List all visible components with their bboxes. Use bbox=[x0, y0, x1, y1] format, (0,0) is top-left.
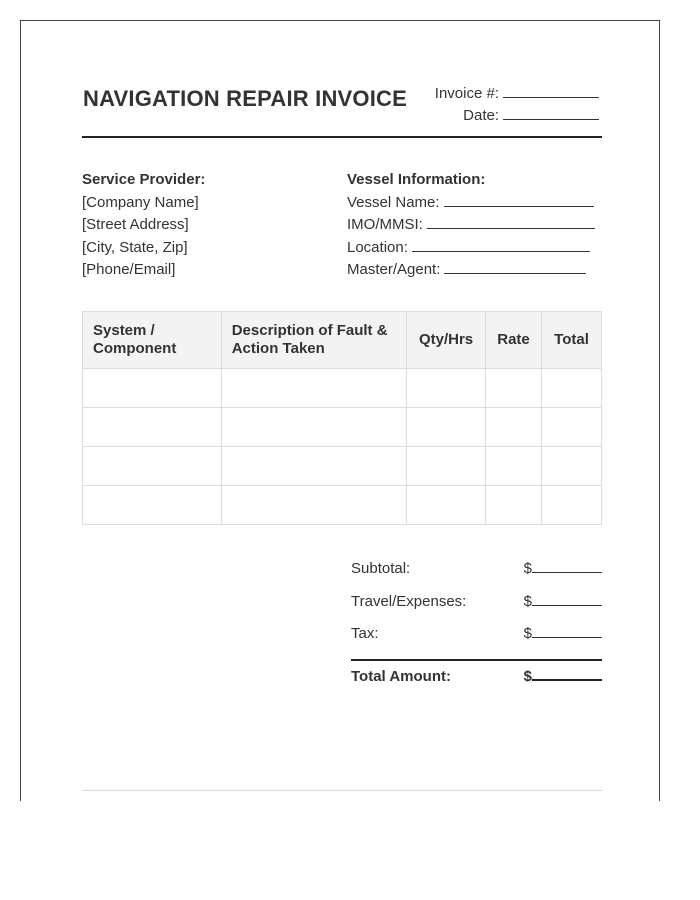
table-cell[interactable] bbox=[407, 408, 486, 447]
city-state-zip-placeholder: [City, State, Zip] bbox=[82, 238, 188, 256]
master-agent-row bbox=[347, 259, 607, 282]
footer-divider bbox=[82, 790, 602, 791]
table-cell[interactable] bbox=[407, 486, 486, 525]
total-amount-field[interactable] bbox=[532, 665, 602, 681]
table-row bbox=[83, 369, 602, 408]
vessel-name-label: Vessel Name: bbox=[347, 193, 440, 211]
imo-mmsi-label: IMO/MMSI: bbox=[347, 216, 423, 233]
imo-mmsi-row bbox=[347, 214, 607, 237]
service-provider-block bbox=[82, 169, 322, 282]
master-agent-label: Master/Agent: bbox=[347, 261, 441, 278]
table-cell[interactable] bbox=[83, 369, 222, 408]
tax-label: Tax: bbox=[351, 625, 379, 642]
table-cell[interactable] bbox=[486, 486, 542, 525]
subtotal-label: Subtotal: bbox=[351, 560, 411, 577]
totals-block bbox=[351, 558, 602, 695]
table-cell[interactable] bbox=[221, 408, 406, 447]
total-amount-row bbox=[351, 659, 602, 695]
table-cell[interactable] bbox=[486, 447, 542, 486]
table-cell[interactable] bbox=[486, 369, 542, 408]
total-amount bbox=[524, 665, 602, 685]
table-row bbox=[83, 447, 602, 486]
vessel-name-row bbox=[347, 192, 607, 215]
invoice-meta bbox=[409, 83, 599, 127]
table-cell[interactable] bbox=[83, 447, 222, 486]
location-field[interactable] bbox=[412, 237, 590, 252]
table-row bbox=[83, 486, 602, 525]
vessel-name-field[interactable] bbox=[444, 192, 594, 207]
tax-amount bbox=[524, 623, 602, 642]
location-label: Location: bbox=[347, 238, 408, 256]
tax-row bbox=[351, 623, 602, 656]
vessel-information-heading: Vessel Information: bbox=[347, 171, 486, 188]
invoice-number-row bbox=[409, 83, 599, 105]
subtotal-row bbox=[351, 558, 602, 591]
subtotal-field[interactable] bbox=[532, 558, 602, 573]
table-cell[interactable] bbox=[407, 369, 486, 408]
master-agent-field[interactable] bbox=[444, 259, 586, 274]
invoice-number-field[interactable] bbox=[503, 83, 599, 98]
invoice-title: NAVIGATION REPAIR INVOICE bbox=[83, 86, 408, 111]
column-header-total: Total bbox=[542, 312, 602, 369]
table-cell[interactable] bbox=[542, 486, 602, 525]
invoice-page bbox=[20, 20, 660, 801]
currency-symbol: $ bbox=[523, 625, 532, 642]
table-cell[interactable] bbox=[83, 408, 222, 447]
table-cell[interactable] bbox=[221, 369, 406, 408]
company-name-placeholder: [Company Name] bbox=[82, 193, 199, 211]
date-field[interactable] bbox=[503, 105, 599, 120]
imo-mmsi-field[interactable] bbox=[427, 214, 595, 229]
line-items-table bbox=[82, 311, 602, 525]
vessel-information-block bbox=[347, 169, 607, 282]
table-header-row bbox=[83, 312, 602, 369]
location-row bbox=[347, 237, 607, 260]
table-cell[interactable] bbox=[83, 486, 222, 525]
total-amount-label: Total Amount: bbox=[351, 667, 451, 685]
table-cell[interactable] bbox=[542, 369, 602, 408]
travel-expenses-field[interactable] bbox=[532, 591, 602, 606]
column-header-description: Description of Fault & Action Taken bbox=[221, 312, 406, 369]
table-cell[interactable] bbox=[542, 408, 602, 447]
service-provider-heading: Service Provider: bbox=[82, 171, 206, 188]
phone-email-placeholder: [Phone/Email] bbox=[82, 261, 176, 278]
currency-symbol: $ bbox=[523, 592, 532, 610]
column-header-rate: Rate bbox=[486, 312, 542, 369]
invoice-number-label: Invoice #: bbox=[434, 85, 499, 102]
date-row bbox=[409, 105, 599, 127]
table-cell[interactable] bbox=[221, 486, 406, 525]
tax-field[interactable] bbox=[532, 623, 602, 638]
subtotal-amount bbox=[524, 558, 602, 577]
table-cell[interactable] bbox=[486, 408, 542, 447]
currency-symbol: $ bbox=[523, 560, 532, 577]
street-address-placeholder: [Street Address] bbox=[82, 216, 189, 233]
travel-expenses-amount bbox=[524, 591, 602, 610]
table-cell[interactable] bbox=[407, 447, 486, 486]
travel-expenses-label: Travel/Expenses: bbox=[351, 592, 467, 610]
travel-expenses-row bbox=[351, 591, 602, 624]
header-divider bbox=[82, 136, 602, 138]
table-cell[interactable] bbox=[542, 447, 602, 486]
column-header-qty-hrs: Qty/Hrs bbox=[407, 312, 486, 369]
date-label: Date: bbox=[463, 107, 499, 124]
table-cell[interactable] bbox=[221, 447, 406, 486]
column-header-system-component: System / Component bbox=[83, 312, 222, 369]
table-row bbox=[83, 408, 602, 447]
currency-symbol: $ bbox=[523, 667, 532, 685]
